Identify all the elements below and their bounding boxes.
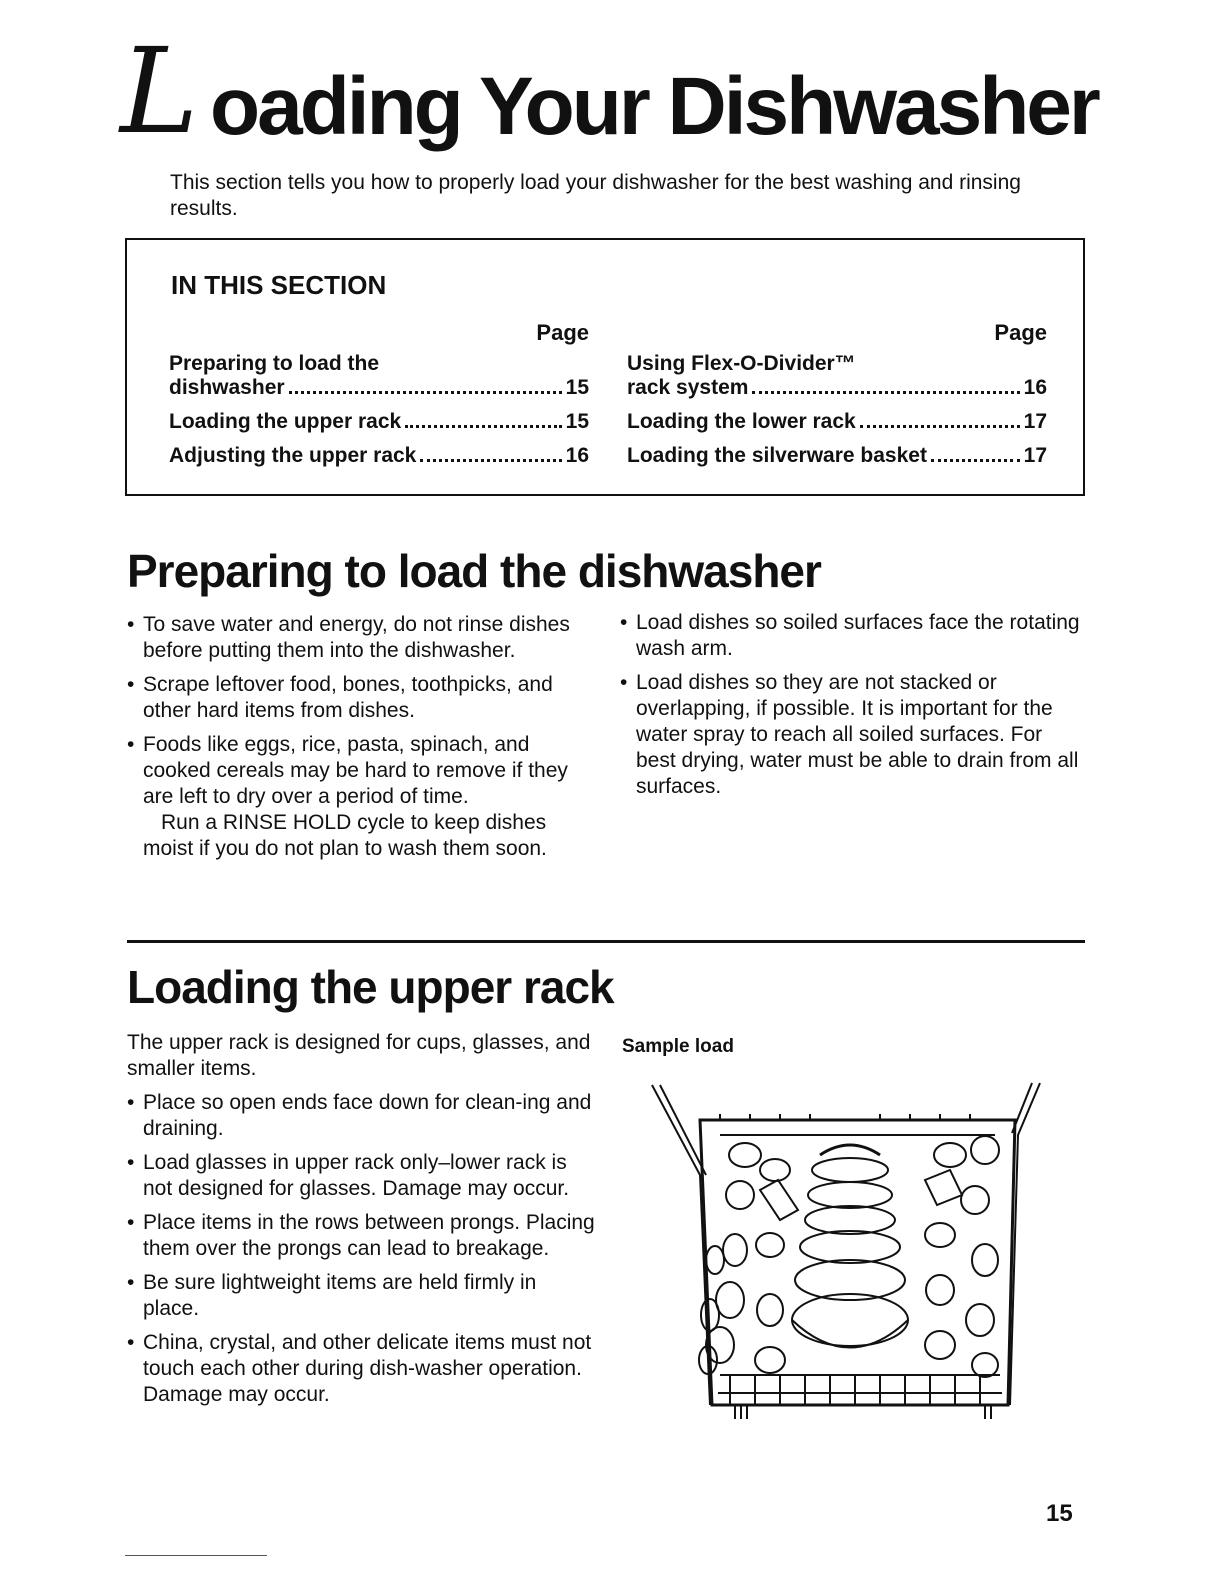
toc-entry[interactable] (627, 444, 1047, 468)
upper-rack-sample-load-illustration (640, 1075, 1050, 1420)
toc-page-label: Page (994, 320, 1047, 345)
toc-entry[interactable] (169, 444, 589, 468)
toc-right-column (627, 320, 1047, 478)
preparing-list-left (127, 612, 587, 870)
toc-entry[interactable] (169, 352, 589, 400)
toc-entry-page: 17 (1023, 444, 1047, 467)
list-item: • To save water and energy, do not rinse dishes before putting them into the dishwasher. (127, 612, 587, 664)
rinse-hold-note: Run a RINSE HOLD cycle to keep dishes moist if you do not plan to wash them soon. (143, 811, 547, 860)
toc-entry-page: 15 (565, 410, 589, 433)
list-item (127, 732, 587, 862)
section-divider (127, 940, 1085, 943)
list-item: • Load dishes so they are not stacked or overlapping, if possible. It is important for the water spray to reach all soiled surfaces. For best drying, water must be able to drain from all surfaces. (620, 670, 1080, 800)
page-title (112, 28, 1112, 152)
footer-line (125, 1555, 267, 1556)
list-item: • Scrape leftover food, bones, toothpicks, and other hard items from dishes. (127, 672, 587, 724)
list-item: • China, crystal, and other delicate items must not touch each other during dish-washer operation. Damage may occur. (127, 1330, 597, 1408)
toc-entry-page: 16 (565, 444, 589, 467)
section-heading-upper-rack: Loading the upper rack (127, 961, 614, 1013)
list-item: • Load glasses in upper rack only–lower rack is not designed for glasses. Damage may occur. (127, 1150, 597, 1202)
toc-entry-title: Adjusting the upper rack (169, 444, 417, 467)
toc-entry-title: Using Flex-O-Divider™ (627, 352, 856, 375)
toc-entry-title: Loading the silverware basket (627, 444, 927, 467)
toc-left-column (169, 320, 589, 478)
toc-entry[interactable] (169, 410, 589, 434)
toc-entry-title: Loading the lower rack (627, 410, 856, 433)
upper-rack-list (127, 1090, 597, 1416)
list-item: • Place items in the rows between prongs. Placing them over the prongs can lead to breakage. (127, 1210, 597, 1262)
figure-caption: Sample load (622, 1036, 734, 1057)
section-heading-preparing: Preparing to load the dishwasher (127, 545, 821, 597)
list-item: • Load dishes so soiled surfaces face the rotating wash arm. (620, 610, 1080, 662)
list-item: • Place so open ends face down for clean-ing and draining. (127, 1090, 597, 1142)
toc-box (125, 238, 1085, 496)
list-item-text: Foods like eggs, rice, pasta, spinach, and cooked cereals may be hard to remove if they are left to dry over a period of time. (143, 733, 568, 808)
toc-entry-page: 16 (1023, 376, 1047, 399)
toc-heading: IN THIS SECTION (171, 270, 387, 300)
toc-entry-title-cont: dishwasher (169, 376, 285, 399)
toc-entry-page: 15 (565, 376, 589, 399)
upper-rack-intro: The upper rack is designed for cups, glasses, and smaller items. (127, 1031, 591, 1080)
list-item: • Be sure lightweight items are held firmly in place. (127, 1270, 597, 1322)
preparing-list-right (620, 610, 1080, 808)
title-text: oading Your Dishwasher (210, 61, 1098, 152)
toc-page-label: Page (536, 320, 589, 345)
drop-cap-l (112, 28, 207, 143)
intro-text: This section tells you how to properly load your dishwasher for the best washing and rinsing results. (170, 171, 1021, 220)
toc-entry-title: Preparing to load the (169, 352, 380, 375)
toc-entry-title: Loading the upper rack (169, 410, 402, 433)
toc-entry[interactable] (627, 410, 1047, 434)
page-number: 15 (1046, 1500, 1073, 1527)
toc-entry[interactable] (627, 352, 1047, 400)
toc-entry-title-cont: rack system (627, 376, 749, 399)
toc-entry-page: 17 (1023, 410, 1047, 433)
svg-text:L: L (120, 28, 199, 143)
